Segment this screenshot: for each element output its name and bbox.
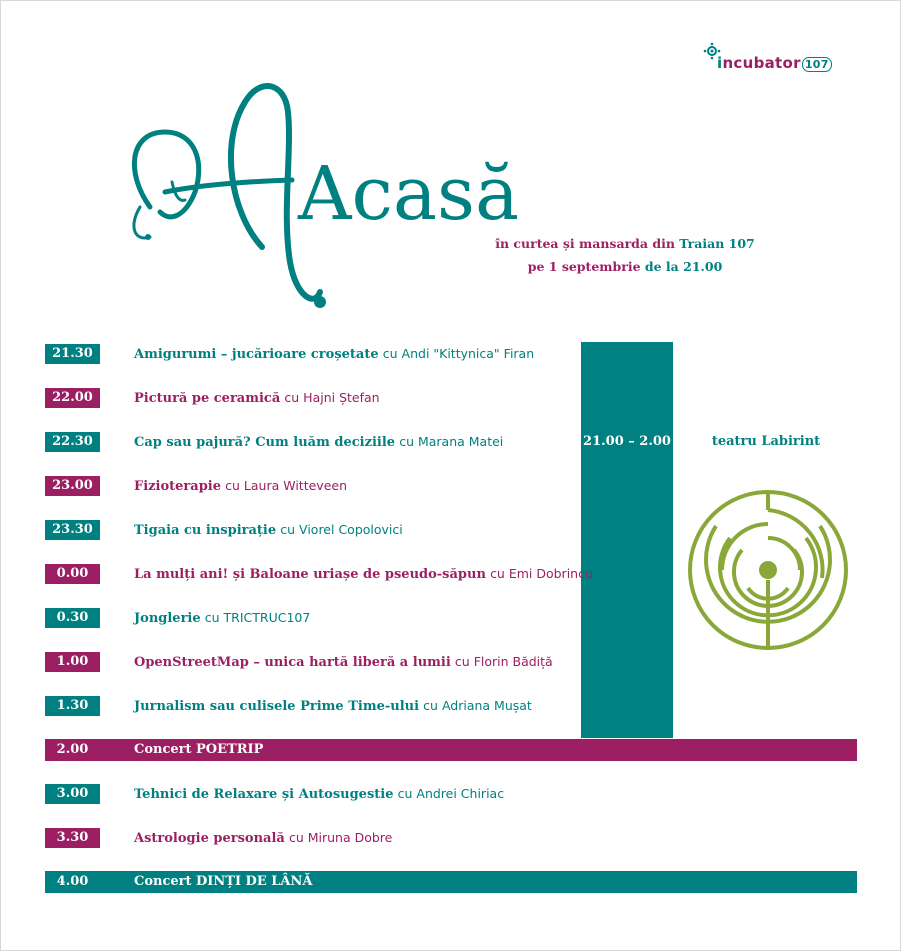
activity-title: La mulți ani! și Baloane uriașe de pseudo-săpun — [134, 567, 486, 582]
activity-title: Jurnalism sau culisele Prime Time-ului — [134, 699, 420, 714]
activity-title: Pictură pe ceramică — [134, 391, 281, 406]
activity-host: cu Adriana Mușat — [423, 698, 532, 713]
activity-title: OpenStreetMap – unica hartă liberă a lumii — [134, 655, 451, 670]
activity — [134, 564, 593, 585]
time-badge: 2.00 — [56, 742, 89, 757]
activity — [134, 608, 310, 629]
schedule-row — [45, 871, 857, 893]
parallel-time: 21.00 – 2.00 — [583, 434, 671, 449]
time-badge: 23.00 — [45, 476, 100, 496]
activity — [134, 652, 553, 673]
time-badge: 1.00 — [45, 652, 100, 672]
activity-host: cu Marana Matei — [399, 434, 504, 449]
time-badge: 4.00 — [56, 874, 89, 889]
title-text: Acasă — [298, 151, 520, 237]
activity-host: cu Andi "Kittynica" Firan — [382, 346, 535, 361]
activity — [134, 739, 263, 761]
activity-title: Concert POETRIP — [134, 742, 264, 757]
activity-host: cu TRICTRUC107 — [204, 610, 311, 625]
activity-host: cu Florin Bădiță — [454, 654, 553, 669]
activity — [134, 828, 392, 849]
activity-title: Astrologie personală — [134, 831, 285, 846]
activity — [134, 432, 503, 453]
parallel-event-column — [581, 342, 673, 738]
activity-host: cu Laura Witteveen — [225, 478, 347, 493]
time-badge: 0.30 — [45, 608, 100, 628]
activity-host: cu Andrei Chiriac — [397, 786, 505, 801]
activity — [134, 476, 347, 497]
parallel-event-title: teatru Labirint — [711, 434, 821, 449]
activity-title: Fizioterapie — [134, 479, 222, 494]
time-badge: 0.00 — [45, 564, 100, 584]
activity — [134, 784, 504, 805]
time-badge: 23.30 — [45, 520, 100, 540]
activity-host: cu Viorel Copolovici — [280, 522, 403, 537]
schedule-row — [45, 739, 857, 761]
event-subtitle: în curtea și mansarda din Traian 107 pe 1 septembrie de la 21.00 — [495, 236, 755, 274]
activity — [134, 871, 312, 893]
activity-title: Tigaia cu inspirație — [134, 523, 277, 538]
labyrinth-icon — [686, 488, 850, 654]
activity-host: cu Emi Dobrincu — [490, 566, 593, 581]
activity — [134, 520, 403, 541]
incubator-logo[interactable] — [703, 42, 829, 74]
time-badge: 21.30 — [45, 344, 100, 364]
logo-text: incubator 107 — [717, 54, 832, 72]
activity-title: Tehnici de Relaxare și Autosugestie — [134, 787, 394, 802]
time-badge: 3.30 — [45, 828, 100, 848]
activity — [134, 388, 380, 409]
activity-title: Concert DINȚI DE LÂNĂ — [134, 874, 313, 889]
page-title — [110, 62, 520, 312]
time-badge: 22.00 — [45, 388, 100, 408]
activity-host: cu Miruna Dobre — [288, 830, 393, 845]
activity-host: cu Hajni Ștefan — [284, 390, 380, 405]
time-badge: 1.30 — [45, 696, 100, 716]
activity — [134, 344, 534, 365]
activity-title: Cap sau pajură? Cum luăm deciziile — [134, 435, 396, 450]
activity — [134, 696, 532, 717]
time-badge: 22.30 — [45, 432, 100, 452]
activity-title: Amigurumi – jucărioare croșetate — [134, 347, 379, 362]
activity-title: Jonglerie — [134, 611, 201, 626]
time-badge: 3.00 — [45, 784, 100, 804]
